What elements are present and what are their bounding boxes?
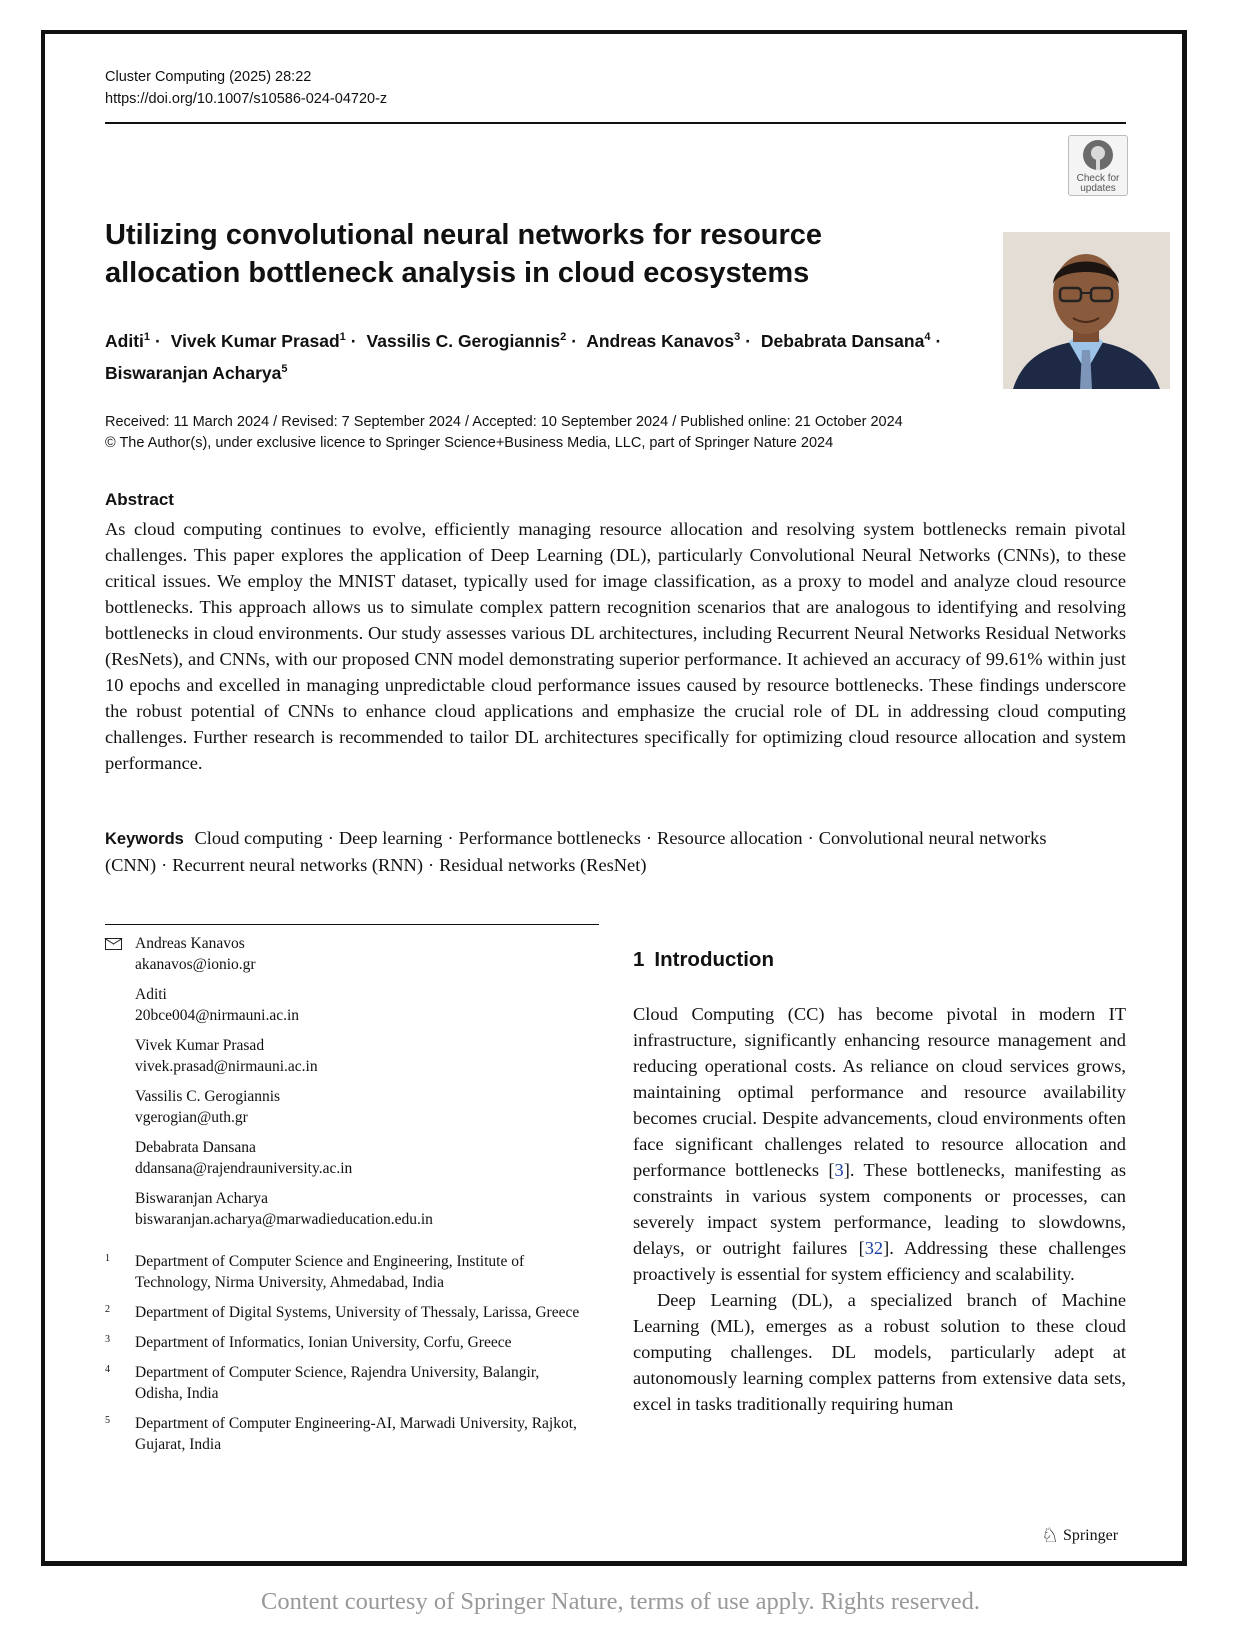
section-heading-introduction bbox=[633, 948, 774, 972]
courtesy-notice: Content courtesy of Springer Nature, terms of use apply. Rights reserved. bbox=[261, 1588, 980, 1615]
affiliation-number: 3 bbox=[105, 1334, 110, 1345]
keyword: Cloud computing bbox=[194, 828, 323, 848]
keyword: Resource allocation bbox=[657, 828, 803, 848]
affiliation-number: 2 bbox=[105, 1304, 110, 1315]
contact-name: Vassilis C. Gerogiannis bbox=[135, 1088, 281, 1105]
contact-entry bbox=[105, 1086, 585, 1128]
history-dates: Received: 11 March 2024 / Revised: 7 September 2024 / Accepted: 10 September 2024 / Published online: 21 October 2024 bbox=[105, 414, 903, 430]
keywords-label: Keywords bbox=[105, 830, 184, 848]
contact-entry bbox=[105, 1137, 585, 1179]
author-affil-sup: 4 bbox=[924, 331, 931, 343]
affiliation-number: 5 bbox=[105, 1415, 110, 1426]
author-name[interactable]: Vassilis C. Gerogiannis bbox=[366, 330, 561, 351]
affiliation-entry bbox=[105, 1251, 585, 1293]
doi-link[interactable]: https://doi.org/10.1007/s10586-024-04720-z bbox=[105, 91, 388, 107]
journal-header bbox=[105, 66, 387, 110]
footnote-rule bbox=[105, 924, 599, 925]
check-badge-line1: Check for bbox=[1076, 173, 1120, 184]
copyright-line: © The Author(s), under exclusive licence to Springer Science+Business Media, LLC, part of Springer Nature 2024 bbox=[105, 435, 834, 451]
keyword: Residual networks (ResNet) bbox=[439, 855, 647, 875]
author-name[interactable]: Aditi bbox=[105, 330, 144, 351]
paragraph: Cloud Computing (CC) has become pivotal in modern IT infrastructure, significantly enhancing resource management and reducing operational costs. As reliance on cloud services grows, maintaining optimal performance and resource availability becomes crucial. Despite advancements, cloud environments often face significant challenges related to resource allocation and performance bottlenecks [3]. These bottlenecks, manifesting as constraints in various system components or processes, can severely impact system performance, leading to slowdowns, delays, or outright failures [32]. Addressing these challenges proactively is essential for system efficiency and scalability. bbox=[633, 1004, 1126, 1284]
contact-email[interactable]: ddansana@rajendrauniversity.ac.in bbox=[135, 1160, 353, 1177]
publication-dates bbox=[105, 412, 1065, 454]
affiliation-text: Department of Computer Science, Rajendra University, Balangir, Odisha, India bbox=[135, 1364, 540, 1402]
contact-email[interactable]: 20bce004@nirmauni.ac.in bbox=[135, 1007, 300, 1024]
author-list: Aditi$^1$ · Vivek Kumar Prasad$^1$ · Vassilis C. Gerogiannis$^2$ · Andreas Kanavos$^3$ · Debabrata Dansana$^4$ · Biswaranjan Acharya$^5$ bbox=[105, 330, 942, 383]
contact-email[interactable]: biswaranjan.acharya@marwadieducation.edu.in bbox=[135, 1211, 433, 1228]
contact-email[interactable]: vivek.prasad@nirmauni.ac.in bbox=[135, 1058, 318, 1075]
keyword: Performance bottlenecks bbox=[458, 828, 641, 848]
affiliations bbox=[105, 1251, 585, 1464]
journal-citation: Cluster Computing (2025) 28:22 bbox=[105, 69, 312, 85]
contact-entry bbox=[105, 984, 585, 1026]
check-badge-line2: updates bbox=[1080, 183, 1116, 194]
author-contacts bbox=[105, 933, 585, 1239]
contact-email[interactable]: vgerogian@uth.gr bbox=[135, 1109, 248, 1126]
citation-link[interactable]: 3 bbox=[834, 1160, 844, 1180]
author-affil-sup: 5 bbox=[281, 362, 288, 375]
contact-name: Aditi bbox=[135, 986, 167, 1003]
affiliation-text: Department of Computer Science and Engineering, Institute of Technology, Nirma University, Ahmedabad, India bbox=[135, 1253, 525, 1291]
author-affil-sup: 2 bbox=[560, 331, 567, 343]
affiliation-entry bbox=[105, 1332, 585, 1353]
author-affil-sup: 1 bbox=[143, 331, 151, 343]
affiliation-number: 4 bbox=[105, 1364, 110, 1375]
author-name[interactable]: Andreas Kanavos bbox=[586, 330, 735, 351]
affiliation-text: Department of Digital Systems, University of Thessaly, Larissa, Greece bbox=[135, 1304, 580, 1321]
affiliation-entry bbox=[105, 1413, 585, 1455]
crossmark-icon bbox=[1083, 140, 1113, 170]
keyword: Convolutional neural networks (CNN) bbox=[105, 828, 1047, 875]
author-name[interactable]: Biswaranjan Acharya bbox=[105, 362, 282, 383]
author-photo bbox=[1003, 232, 1170, 389]
check-for-updates-badge[interactable] bbox=[1068, 135, 1128, 196]
envelope-icon bbox=[105, 938, 122, 950]
author-affil-sup: 1 bbox=[339, 331, 346, 343]
affiliation-entry bbox=[105, 1302, 585, 1323]
contact-entry bbox=[105, 1035, 585, 1077]
paper-title: Utilizing convolutional neural networks for resource allocation bottleneck analysis in cloud ecosystems bbox=[105, 219, 823, 289]
abstract-text: As cloud computing continues to evolve, efficiently managing resource allocation and resolving system bottlenecks remain pivotal challenges. This paper explores the application of Deep Learning (DL), particularly Convolutional Neural Networks (CNNs), to these critical issues. We employ the MNIST dataset, typically used for image classification, as a proxy to model and analyze cloud resource bottlenecks. This approach allows us to simulate complex pattern recognition scenarios that are analogous to identifying and resolving bottlenecks in cloud environments. Our study assesses various DL architectures, including Recurrent Neural Networks Residual Networks (ResNets), and CNNs, with our proposed CNN model demonstrating superior performance. It achieved an accuracy of 99.61% within just 10 epochs and excelled in managing unpredictable cloud performance issues caused by resource bottlenecks. These findings underscore the robust potential of CNNs to enhance cloud applications and emphasize the crucial role of DL in addressing cloud computing challenges. Further research is recommended to tailor DL architectures specifically for optimizing cloud resource allocation and system performance. bbox=[105, 519, 1126, 773]
affiliation-entry bbox=[105, 1362, 585, 1404]
contact-name: Biswaranjan Acharya bbox=[135, 1190, 268, 1207]
affiliation-number: 1 bbox=[105, 1253, 110, 1264]
contact-name: Andreas Kanavos bbox=[135, 935, 245, 952]
publisher-logo bbox=[1041, 1523, 1118, 1548]
affiliation-text: Department of Computer Engineering-AI, Marwadi University, Rajkot, Gujarat, India bbox=[135, 1415, 577, 1453]
introduction-body bbox=[633, 1001, 1126, 1417]
paragraph: Deep Learning (DL), a specialized branch of Machine Learning (ML), emerges as a robust solution to these cloud computing challenges. DL models, particularly adept at autonomously learning complex patterns from extensive data sets, excel in tasks traditionally requiring human bbox=[633, 1290, 1126, 1414]
author-name[interactable]: Vivek Kumar Prasad bbox=[170, 330, 340, 351]
contact-name: Debabrata Dansana bbox=[135, 1139, 256, 1156]
author-name[interactable]: Debabrata Dansana bbox=[760, 330, 925, 351]
keyword: Deep learning bbox=[338, 828, 443, 848]
citation-link[interactable]: 32 bbox=[864, 1238, 884, 1258]
publisher-name: Springer bbox=[1062, 1526, 1119, 1544]
section-number: 1 bbox=[633, 948, 645, 971]
contact-email[interactable]: akanavos@ionio.gr bbox=[135, 956, 256, 973]
keywords: Keywords Cloud computing · Deep learning · Performance bottlenecks · Resource allocation · Convolutional neural networks (CNN) · Recurrent neural networks (RNN) · Residual networks (ResNet) bbox=[105, 828, 1047, 875]
author-affil-sup: 3 bbox=[734, 331, 741, 343]
contact-name: Vivek Kumar Prasad bbox=[135, 1037, 265, 1054]
springer-horse-icon: ♘ bbox=[1041, 1525, 1059, 1547]
header-rule bbox=[105, 122, 1126, 124]
section-title: Introduction bbox=[654, 948, 774, 971]
keyword: Recurrent neural networks (RNN) bbox=[172, 855, 423, 875]
affiliation-text: Department of Informatics, Ionian University, Corfu, Greece bbox=[135, 1334, 512, 1351]
abstract-heading: Abstract bbox=[105, 490, 174, 509]
contact-entry bbox=[105, 1188, 585, 1230]
contact-entry bbox=[105, 933, 585, 975]
